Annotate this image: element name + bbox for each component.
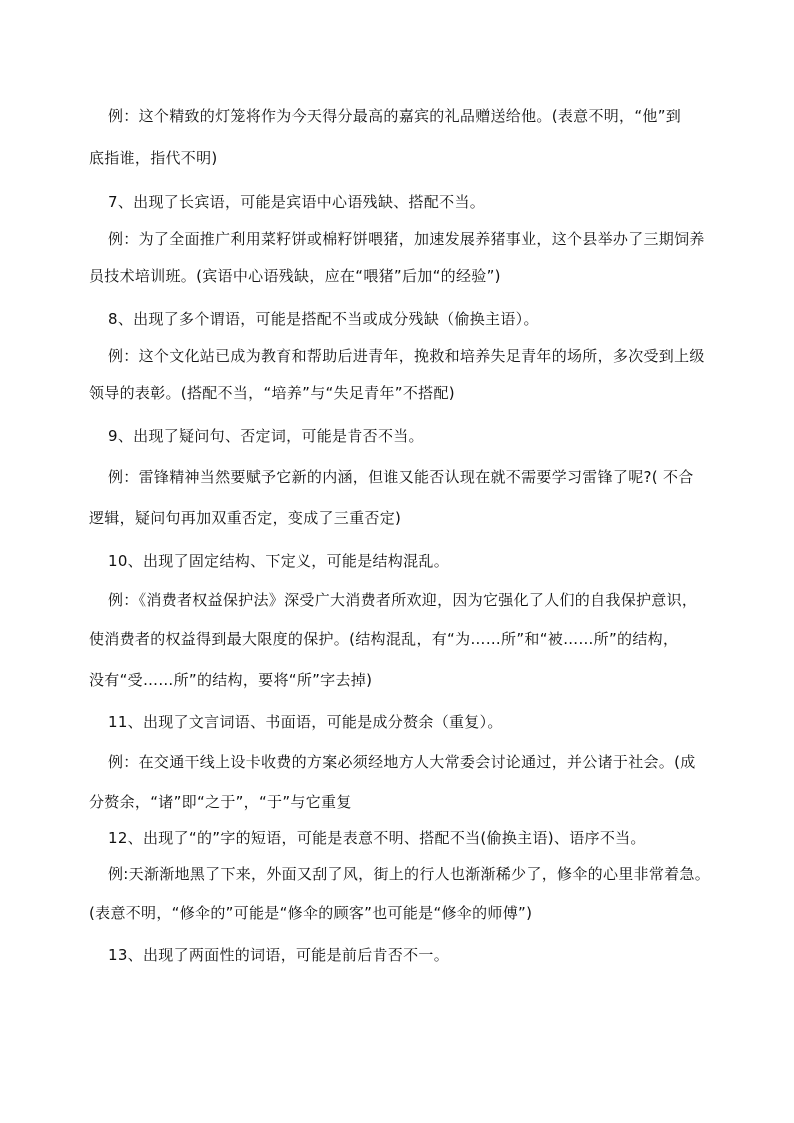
text-line: 分赘余，“诸”即“之于”，“于”与它重复 — [89, 793, 352, 811]
text-line: 例：在交通干线上设卡收费的方案必须经地方人大常委会讨论通过，并公诸于社会。(成 — [108, 753, 696, 771]
text-line: 底指谁，指代不明) — [89, 149, 218, 167]
text-line: 领导的表彰。(搭配不当，“培养”与“失足青年”不搭配) — [89, 384, 455, 402]
text-line: 使消费者的权益得到最大限度的保护。(结构混乱，有“为……所”和“被……所”的结构， — [89, 630, 679, 648]
text-line: 8、出现了多个谓语，可能是搭配不当或成分残缺（偷换主语）。 — [108, 310, 539, 328]
text-line: 10、出现了固定结构、下定义，可能是结构混乱。 — [108, 552, 449, 570]
text-line: 例:天渐渐地黑了下来，外面又刮了风，街上的行人也渐渐稀少了，修伞的心里非常着急。 — [108, 865, 711, 883]
text-line: 12、出现了“的”字的短语，可能是表意不明、搭配不当(偷换主语)、语序不当。 — [108, 829, 646, 847]
text-line: 例：这个精致的灯笼将作为今天得分最高的嘉宾的礼品赠送给他。(表意不明，“他”到 — [108, 107, 682, 125]
text-line: 逻辑，疑问句再加双重否定，变成了三重否定) — [89, 509, 402, 527]
text-line: 例：《消费者权益保护法》深受广大消费者所欢迎，因为它强化了人们的自我保护意识， — [108, 591, 698, 609]
text-line: 7、出现了长宾语，可能是宾语中心语残缺、搭配不当。 — [108, 193, 486, 211]
text-line: 13、出现了两面性的词语，可能是前后肯否不一。 — [108, 946, 449, 964]
text-line: 例：这个文化站已成为教育和帮助后进青年，挽救和培养失足青年的场所，多次受到上级 — [108, 347, 705, 365]
text-line: 9、出现了疑问句、否定词，可能是肯否不当。 — [108, 427, 424, 445]
text-line: (表意不明，“修伞的”可能是“修伞的顾客”也可能是“修伞的师傅”) — [89, 904, 533, 922]
text-line: 员技术培训班。(宾语中心语残缺，应在“喂猪”后加“的经验”) — [89, 267, 501, 285]
text-line: 没有“受……所”的结构，要将“所”字去掉) — [89, 671, 373, 689]
text-line: 11、出现了文言词语、书面语，可能是成分赘余（重复）。 — [108, 713, 503, 731]
text-line: 例：雷锋精神当然要赋予它新的内涵，但谁又能否认现在就不需要学习雷锋了呢?( 不合 — [108, 468, 694, 486]
text-line: 例：为了全面推广利用菜籽饼或棉籽饼喂猪，加速发展养猪事业，这个县举办了三期饲养 — [108, 230, 705, 248]
